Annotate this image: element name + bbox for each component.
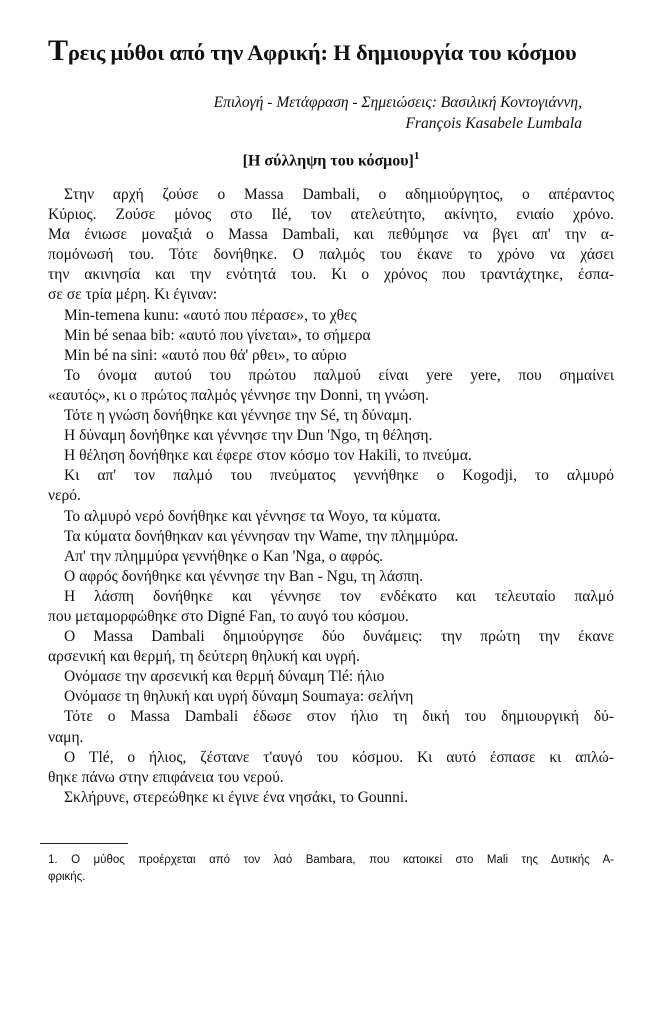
body-line: «εαυτός», κι ο πρώτος παλμός γέννησε την Donni, τη γνώση. (48, 386, 429, 404)
body-text (48, 185, 614, 808)
body-line: Ο Tlé, ο ήλιος, ζέστανε τ'αυγό του κόσμου. Κι αυτό έσπασε κι απλώ- (64, 748, 614, 766)
body-line: Τότε η γνώση δονήθηκε και γέννησε την Sé, τη δύναμη. (64, 407, 413, 425)
credits-line-1: Επιλογή - Μετάφραση - Σημειώσεις: Βασιλική Κοντογιάννη, (213, 94, 582, 111)
body-line: Τότε ο Massa Dambali έδωσε στον ήλιο τη δική του δημιουργική δύ- (64, 708, 614, 726)
body-line: Ονόμασε την αρσενική και θερμή δύναμη Tlé: ήλιο (64, 668, 385, 686)
body-line: νερό. (48, 487, 81, 505)
body-line: Ονόμασε τη θηλυκή και υγρή δύναμη Soumaya: σελήνη (64, 688, 414, 706)
body-line: Στην αρχή ζούσε ο Massa Dambali, ο αδημιούργητος, ο απέραντος (64, 186, 614, 203)
body-line: σε σε τρία μέρη. Κι έγιναν: (48, 286, 218, 304)
body-line: την ακινησία και την ενότητά του. Κι ο χρόνος που τραντάχτηκε, έσπα- (48, 266, 614, 284)
body-line: που μεταμορφώθηκε στο Digné Fan, το αυγό του κόσμου. (48, 607, 409, 625)
body-line: Κι απ' τον παλμό του πνεύματος γεννήθηκε ο Kogodji, το αλμυρό (64, 467, 614, 485)
body-line: Η λάσπη δονήθηκε και γέννησε τον ενδέκατο και τελευταίο παλμό (64, 587, 614, 605)
body-line: Τα κύματα δονήθηκαν και γέννησαν την Wame, την πλημμύρα. (64, 527, 459, 545)
body-line: Σκλήρυνε, στερεώθηκε κι έγινε ένα νησάκι, το Gounni. (64, 788, 409, 806)
body-line: Η δύναμη δονήθηκε και γέννησε την Dun 'Ngo, τη θέληση. (64, 427, 433, 445)
footnote-line-1: 1. Ο μύθος προέρχεται από τον λαό Bambara, που κατοικεί στο Mali της Δυτικής Α- (48, 854, 614, 866)
page-title (48, 34, 648, 68)
body-line: Ο αφρός δονήθηκε και γέννησε την Ban - Ngu, τη λάσπη. (64, 567, 424, 585)
body-line: Το όνομα αυτού του πρώτου παλμού είναι yere yere, που σημαίνει (64, 366, 614, 384)
footnote (48, 852, 614, 886)
body-line: Min bé senaa bib: «αυτό που γίνεται», το σήμερα (64, 326, 371, 344)
section-heading-text: [Η σύλληψη του κόσμου] (242, 152, 414, 170)
body-line: Μα ένιωσε μοναξιά ο Massa Dambali, και πεθύμησε να βγει απ' την α- (48, 226, 614, 244)
body-line: Min bé na sini: «αυτό που θά' ρθει», το αύριο (64, 346, 347, 364)
body-line: Κύριος. Ζούσε μόνος στο Ilé, τον ατελεύτητο, ακίνητο, ενιαίο χρόνο. (48, 206, 614, 224)
body-line: ναμη. (48, 728, 84, 746)
footnote-divider (40, 843, 128, 844)
title-drop-letter: Τ (48, 34, 68, 67)
body-line: Ο Massa Dambali δημιούργησε δύο δυνάμεις: την πρώτη την έκανε (64, 628, 614, 646)
footnote-line-2: φρικής. (48, 871, 86, 883)
section-heading (0, 150, 662, 170)
body-line: πομόνωσή του. Τότε δονήθηκε. Ο παλμός του έκανε το χρόνο να χάσει (48, 246, 614, 264)
body-line: θηκε πάνω στην επιφάνεια του νερού. (48, 768, 284, 786)
body-line: αρσενική και θερμή, τη δεύτερη θηλυκή και υγρή. (48, 648, 360, 666)
body-line: Η θέληση δονήθηκε και έφερε στον κόσμο τον Hakili, το πνεύμα. (64, 447, 472, 465)
credits (214, 92, 582, 134)
body-line: Απ' την πλημμύρα γεννήθηκε ο Kan 'Nga, ο αφρός. (64, 547, 384, 565)
credits-line-2: François Kasabele Lumbala (405, 115, 582, 132)
body-line: Min-temena kunu: «αυτό που πέρασε», το χθες (64, 306, 357, 324)
body-line: Το αλμυρό νερό δονήθηκε και γέννησε τα Woyo, τα κύματα. (64, 507, 441, 525)
title-text: ρεις μύθοι από την Αφρική: Η δημιουργία του κόσμου (67, 40, 577, 65)
footnote-reference: 1 (413, 150, 420, 162)
